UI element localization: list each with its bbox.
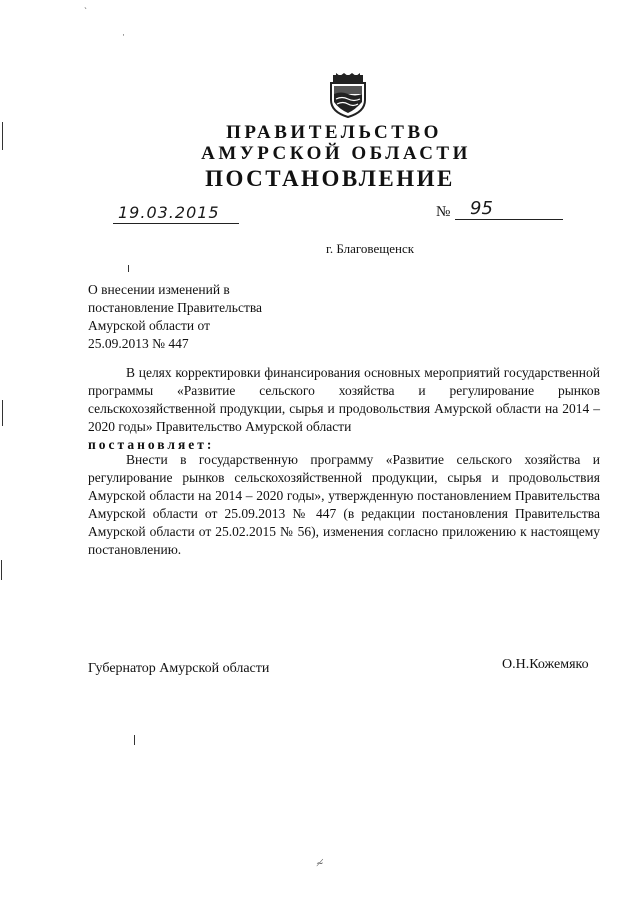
signer-name: О.Н.Кожемяко bbox=[502, 657, 589, 672]
signer-position: Губернатор Амурской области bbox=[88, 661, 270, 676]
document-date: 19.03.2015 bbox=[118, 203, 220, 222]
scan-edge-mark bbox=[2, 122, 3, 150]
subject-line: Амурской области от bbox=[88, 318, 210, 333]
government-title-line2: АМУРСКОЙ ОБЛАСТИ bbox=[201, 143, 471, 164]
date-underline bbox=[113, 223, 239, 224]
subject-line: постановление Правительства bbox=[88, 300, 263, 315]
scan-mark bbox=[134, 735, 135, 745]
scan-speck: ≁ bbox=[316, 858, 324, 868]
government-title-line1: ПРАВИТЕЛЬСТВО bbox=[226, 122, 442, 143]
scan-mark bbox=[128, 265, 129, 272]
scan-speck: · bbox=[122, 30, 125, 40]
scan-edge-mark bbox=[1, 560, 2, 580]
scan-edge-mark bbox=[2, 400, 3, 426]
number-underline bbox=[455, 219, 563, 220]
scan-speck: ˋ bbox=[84, 6, 87, 16]
decrees-word: постановляет: bbox=[88, 437, 215, 452]
document-subject bbox=[88, 281, 328, 353]
preamble-paragraph: В целях корректировки финансирования основных мероприятий государственной программы «Развитие сельского хозяйства и регулирование рынков сельскохозяйственной продукции, сырья и продовольствия Амурской области на 2014 – 2020 годы» Правительство Амурской области bbox=[88, 365, 600, 434]
document-type-title: ПОСТАНОВЛЕНИЕ bbox=[205, 166, 455, 191]
number-label: № bbox=[436, 204, 451, 220]
subject-line: О внесении изменений в bbox=[88, 282, 230, 297]
subject-line: 25.09.2013 № 447 bbox=[88, 336, 189, 351]
operative-paragraph: Внести в государственную программу «Развитие сельского хозяйства и регулирование рынков сельскохозяйственной продукции, сырья и продовольствия Амурской области на 2014 – 2020 годы», утвержденную постановлением Правительства Амурской области от 25.09.2013 № 447 (в редакции постановления Правительства Амурской области от 25.02.2015 № 56), изменения согласно приложению к настоящему постановлению. bbox=[88, 452, 600, 557]
amur-region-coat-of-arms-icon bbox=[327, 72, 369, 118]
city-line: г. Благовещенск bbox=[325, 241, 415, 256]
document-number: 95 bbox=[470, 198, 493, 219]
